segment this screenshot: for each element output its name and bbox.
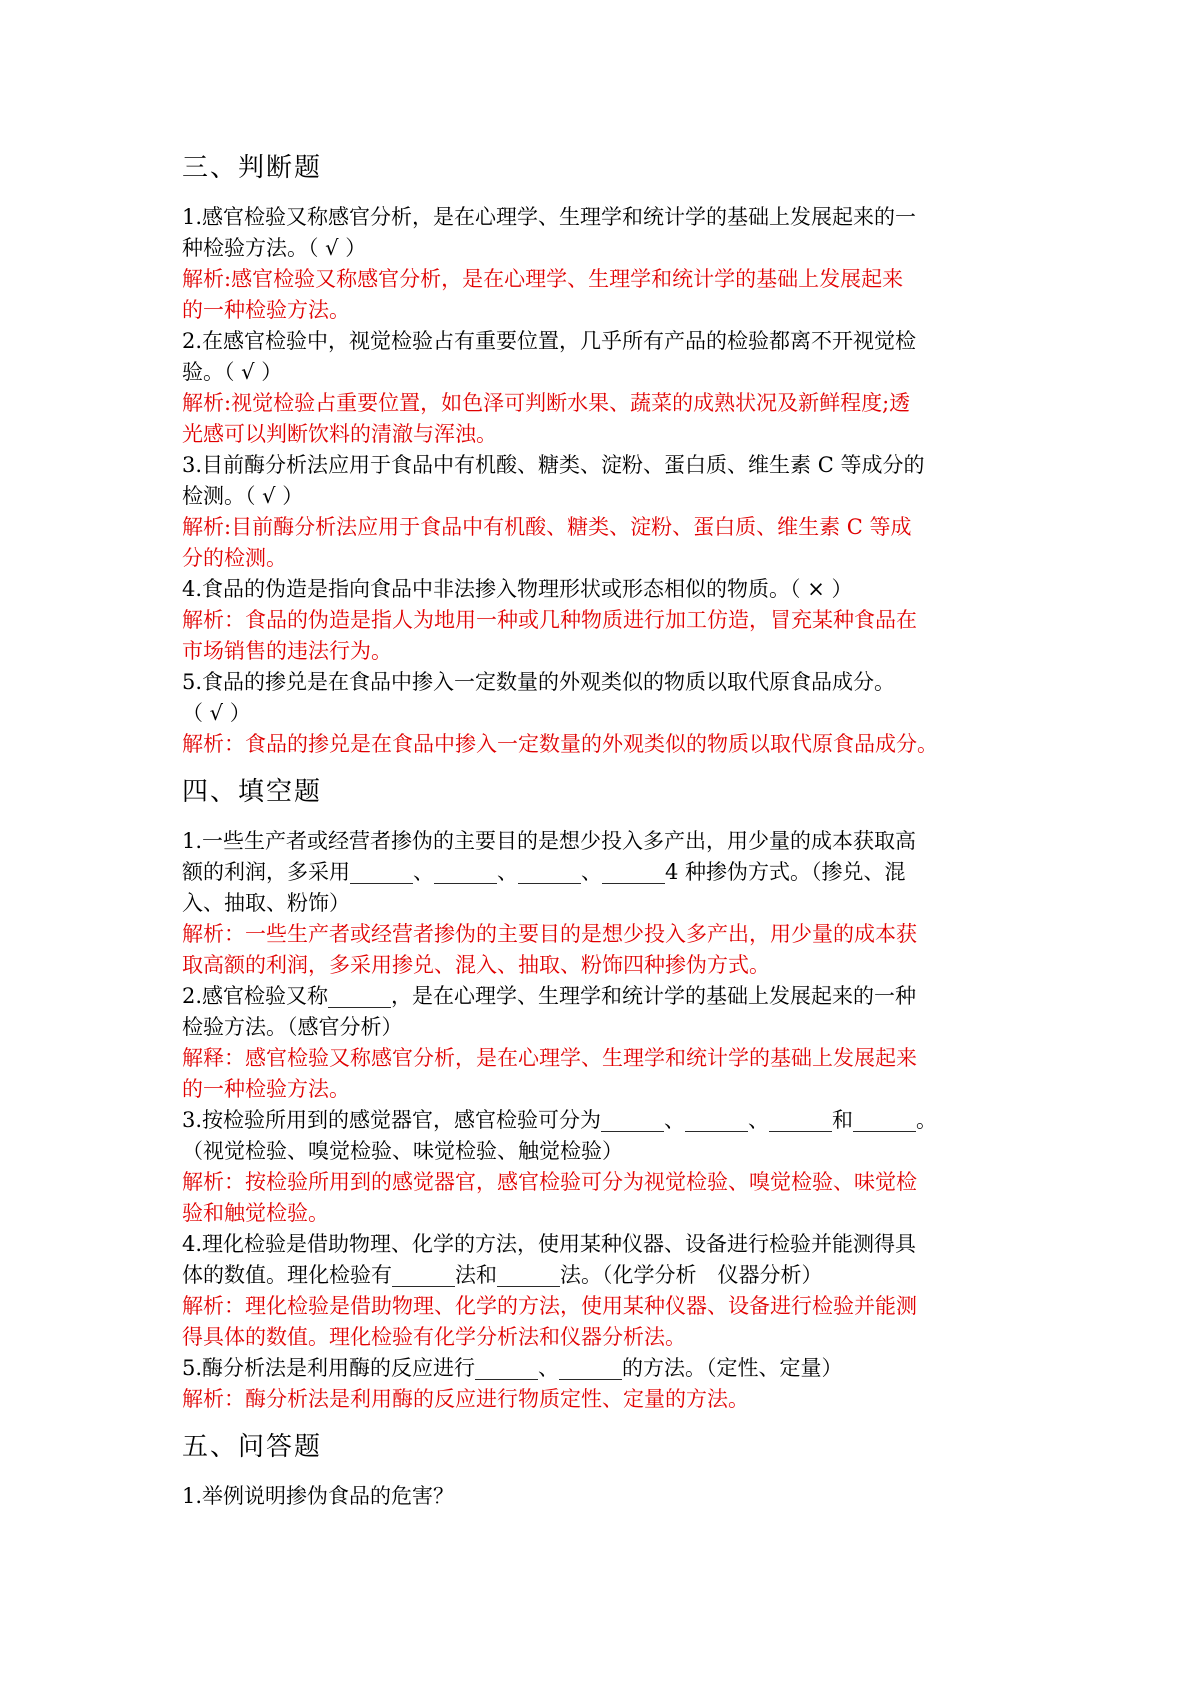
- question-line: （ √ ）: [182, 701, 251, 725]
- section-heading: 五、问答题: [182, 1432, 323, 1462]
- section-gap: [182, 760, 1042, 774]
- section-gap: [182, 1415, 1042, 1429]
- answer-explanation-line: 的一种检验方法。: [182, 1077, 350, 1101]
- question-line: 入、抽取、粉饰）: [182, 891, 350, 915]
- section-heading: 四、填空题: [182, 777, 323, 807]
- question-line: 1.举例说明掺伪食品的危害？: [182, 1484, 455, 1508]
- section: [182, 1429, 1042, 1512]
- answer-explanation-line: 解析:感官检验又称感官分析，是在心理学、生理学和统计学的基础上发展起来: [182, 267, 904, 291]
- answer-explanation-line: 验和触觉检验。: [182, 1201, 329, 1225]
- section-heading: 三、判断题: [182, 153, 323, 183]
- question-line: 体的数值。理化检验有______法和______法。（化学分析 仪器分析）: [182, 1263, 823, 1287]
- answer-explanation-line: 解析：一些生产者或经营者掺伪的主要目的是想少投入多产出，用少量的成本获: [182, 922, 917, 946]
- answer-explanation-line: 市场销售的违法行为。: [182, 639, 392, 663]
- question-line: 1.一些生产者或经营者掺伪的主要目的是想少投入多产出，用少量的成本获取高: [182, 829, 917, 853]
- section: [182, 150, 1042, 774]
- answer-explanation-line: 分的检测。: [182, 546, 287, 570]
- answer-explanation-line: 的一种检验方法。: [182, 298, 350, 322]
- answer-explanation-line: 解析：食品的伪造是指人为地用一种或几种物质进行加工仿造，冒充某种食品在: [182, 608, 917, 632]
- section: [182, 774, 1042, 1429]
- answer-explanation-line: 解析：酶分析法是利用酶的反应进行物质定性、定量的方法。: [182, 1387, 749, 1411]
- answer-explanation-line: 解析:视觉检验占重要位置，如色泽可判断水果、蔬菜的成熟状况及新鲜程度;透: [182, 391, 911, 415]
- question-line: 检测。（ √ ）: [182, 484, 304, 508]
- question-line: 4.理化检验是借助物理、化学的方法，使用某种仪器、设备进行检验并能测得具: [182, 1232, 917, 1256]
- document-content: [182, 150, 1042, 1512]
- question-line: 额的利润，多采用______、______、______、______4 种掺伪方式。（掺兑、混: [182, 860, 906, 884]
- question-line: 种检验方法。（ √ ）: [182, 236, 367, 260]
- question-line: 3.按检验所用到的感觉器官，感官检验可分为______、______、______和______。: [182, 1108, 938, 1132]
- question-line: 5.食品的掺兑是在食品中掺入一定数量的外观类似的物质以取代原食品成分。: [182, 670, 896, 694]
- question-line: 检验方法。（感官分析）: [182, 1015, 403, 1039]
- question-line: 4.食品的伪造是指向食品中非法掺入物理形状或形态相似的物质。（ × ）: [182, 577, 853, 601]
- answer-explanation-line: 得具体的数值。理化检验有化学分析法和仪器分析法。: [182, 1325, 686, 1349]
- question-line: 2.感官检验又称______，是在心理学、生理学和统计学的基础上发展起来的一种: [182, 984, 917, 1008]
- question-line: 3.目前酶分析法应用于食品中有机酸、糖类、淀粉、蛋白质、维生素 C 等成分的: [182, 453, 925, 477]
- answer-explanation-line: 解释：感官检验又称感官分析，是在心理学、生理学和统计学的基础上发展起来: [182, 1046, 917, 1070]
- answer-explanation-line: 光感可以判断饮料的清澈与浑浊。: [182, 422, 497, 446]
- answer-explanation-line: 解析：理化检验是借助物理、化学的方法，使用某种仪器、设备进行检验并能测: [182, 1294, 917, 1318]
- answer-explanation-line: 取高额的利润，多采用掺兑、混入、抽取、粉饰四种掺伪方式。: [182, 953, 770, 977]
- question-line: 验。（ √ ）: [182, 360, 283, 384]
- question-line: 2.在感官检验中，视觉检验占有重要位置，几乎所有产品的检验都离不开视觉检: [182, 329, 917, 353]
- answer-explanation-line: 解析:目前酶分析法应用于食品中有机酸、糖类、淀粉、蛋白质、维生素 C 等成: [182, 515, 912, 539]
- question-line: 1.感官检验又称感官分析，是在心理学、生理学和统计学的基础上发展起来的一: [182, 205, 917, 229]
- question-line: （视觉检验、嗅觉检验、味觉检验、触觉检验）: [182, 1139, 623, 1163]
- answer-explanation-line: 解析：按检验所用到的感觉器官，感官检验可分为视觉检验、嗅觉检验、味觉检: [182, 1170, 917, 1194]
- answer-explanation-line: 解析：食品的掺兑是在食品中掺入一定数量的外观类似的物质以取代原食品成分。: [182, 732, 938, 756]
- document-page: [182, 150, 1042, 1512]
- question-line: 5.酶分析法是利用酶的反应进行______、______的方法。（定性、定量）: [182, 1356, 843, 1380]
